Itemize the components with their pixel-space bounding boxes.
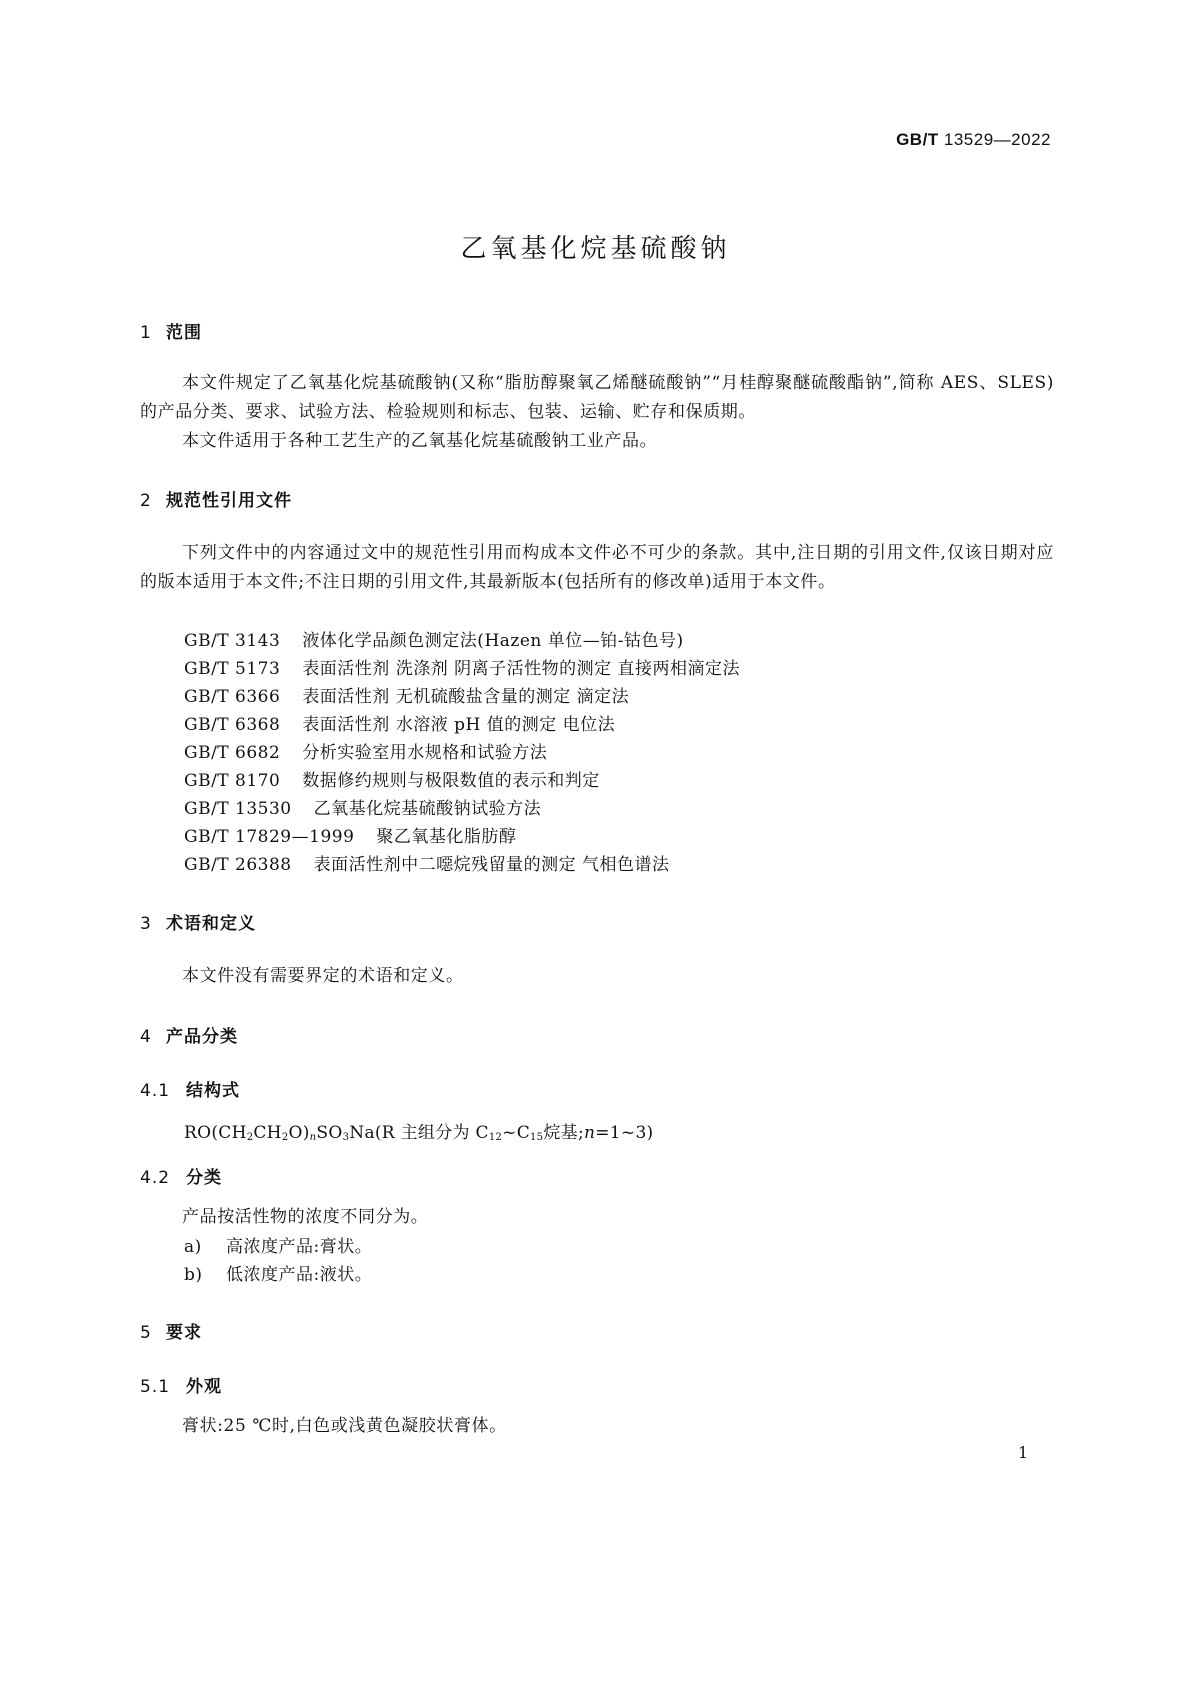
reference-item (184, 654, 740, 679)
formula-part: RO(CH (184, 1123, 247, 1143)
section-1-heading (140, 318, 202, 343)
reference-item (184, 822, 516, 847)
section-3-para-1: 本文件没有需要界定的术语和定义。 (182, 966, 464, 986)
reference-item (184, 710, 615, 735)
section-4-para-1: 产品按活性物的浓度不同分为。 (182, 1207, 429, 1227)
list-marker: a) (184, 1237, 202, 1257)
subsection-4-2-heading (140, 1163, 222, 1188)
reference-code: GB/T 13530 (184, 799, 292, 819)
section-title: 外观 (186, 1377, 222, 1397)
reference-title: 液体化学品颜色测定法(Hazen 单位—铂-钴色号) (302, 631, 684, 651)
section-title: 规范性引用文件 (166, 491, 292, 511)
reference-code: GB/T 6368 (184, 715, 281, 735)
list-item (184, 1260, 372, 1285)
reference-code: GB/T 3143 (184, 631, 281, 651)
list-item (184, 1232, 372, 1257)
reference-title: 数据修约规则与极限数值的表示和判定 (302, 771, 600, 791)
standard-code-prefix: GB/T (896, 130, 939, 149)
section-4-heading (140, 1022, 238, 1047)
reference-code: GB/T 26388 (184, 855, 292, 875)
list-text: 高浓度产品:膏状。 (226, 1237, 373, 1257)
document-title: 乙氧基化烷基硫酸钠 (460, 234, 731, 264)
reference-item (184, 794, 541, 819)
reference-item (184, 766, 600, 791)
standard-code (896, 130, 1051, 150)
formula-part: 烷基; (543, 1123, 584, 1143)
formula-part: O) (288, 1123, 310, 1143)
section-2-heading (140, 486, 292, 511)
section-1-para-1: 本文件规定了乙氧基化烷基硫酸钠(又称“脂肪醇聚氧乙烯醚硫酸钠”“月桂醇聚醚硫酸酯钠”,简称 AES、SLES)的产品分类、要求、试验方法、检验规则和标志、包装、运输、贮存和保质期。 (140, 373, 1054, 422)
subscript: 12 (488, 1132, 503, 1143)
section-title: 范围 (166, 323, 202, 343)
reference-code: GB/T 17829—1999 (184, 827, 355, 847)
standard-code-number: 13529—2022 (938, 130, 1051, 149)
reference-title: 聚乙氧基化脂肪醇 (376, 827, 517, 847)
section-3-heading (140, 909, 256, 934)
section-title: 要求 (166, 1323, 202, 1343)
reference-item (184, 738, 547, 763)
section-title: 产品分类 (166, 1027, 238, 1047)
formula-part: ~C (502, 1123, 531, 1143)
reference-code: GB/T 6682 (184, 743, 281, 763)
reference-title: 表面活性剂中二噁烷残留量的测定 气相色谱法 (313, 855, 670, 875)
section-number: 4.2 (140, 1168, 171, 1188)
formula-part: SO (316, 1123, 343, 1143)
page-number: 1 (1018, 1443, 1029, 1462)
section-number: 1 (140, 323, 152, 343)
subsection-4-1-heading (140, 1076, 240, 1101)
section-5-para-1: 膏状:25 ℃时,白色或浅黄色凝胶状膏体。 (182, 1416, 507, 1436)
section-number: 3 (140, 914, 152, 934)
section-1-para-2: 本文件适用于各种工艺生产的乙氧基化烷基硫酸钠工业产品。 (182, 431, 658, 451)
reference-title: 表面活性剂 无机硫酸盐含量的测定 滴定法 (302, 687, 630, 707)
reference-title: 分析实验室用水规格和试验方法 (302, 743, 548, 763)
section-title: 术语和定义 (166, 914, 256, 934)
reference-code: GB/T 8170 (184, 771, 281, 791)
section-number: 4.1 (140, 1081, 171, 1101)
section-number: 4 (140, 1027, 152, 1047)
reference-title: 表面活性剂 水溶液 pH 值的测定 电位法 (302, 715, 616, 735)
reference-item (184, 626, 684, 651)
section-number: 5 (140, 1323, 152, 1343)
subscript: 15 (530, 1132, 544, 1143)
formula-n: n (309, 1132, 317, 1143)
subscript: 2 (281, 1132, 289, 1143)
section-5-heading (140, 1318, 202, 1343)
structural-formula (184, 1118, 654, 1143)
formula-part: Na(R 主组分为 C (349, 1123, 489, 1143)
reference-title: 乙氧基化烷基硫酸钠试验方法 (313, 799, 542, 819)
reference-item (184, 850, 670, 875)
formula-part: CH (253, 1123, 282, 1143)
section-title: 结构式 (186, 1081, 240, 1101)
formula-part: =1~3) (595, 1123, 654, 1143)
list-marker: b) (184, 1265, 203, 1285)
reference-item (184, 682, 629, 707)
subsection-5-1-heading (140, 1372, 222, 1397)
reference-code: GB/T 6366 (184, 687, 281, 707)
list-text: 低浓度产品:液状。 (226, 1265, 373, 1285)
section-2-para-1: 下列文件中的内容通过文中的规范性引用而构成本文件必不可少的条款。其中,注日期的引用文件,仅该日期对应的版本适用于本文件;不注日期的引用文件,其最新版本(包括所有的修改单)适用于本文件。 (140, 543, 1054, 592)
reference-code: GB/T 5173 (184, 659, 281, 679)
subscript: 2 (246, 1132, 254, 1143)
formula-n: n (583, 1123, 596, 1143)
reference-title: 表面活性剂 洗涤剂 阴离子活性物的测定 直接两相滴定法 (302, 659, 741, 679)
subscript: 3 (342, 1132, 350, 1143)
section-number: 2 (140, 491, 152, 511)
section-title: 分类 (186, 1168, 222, 1188)
section-number: 5.1 (140, 1377, 171, 1397)
